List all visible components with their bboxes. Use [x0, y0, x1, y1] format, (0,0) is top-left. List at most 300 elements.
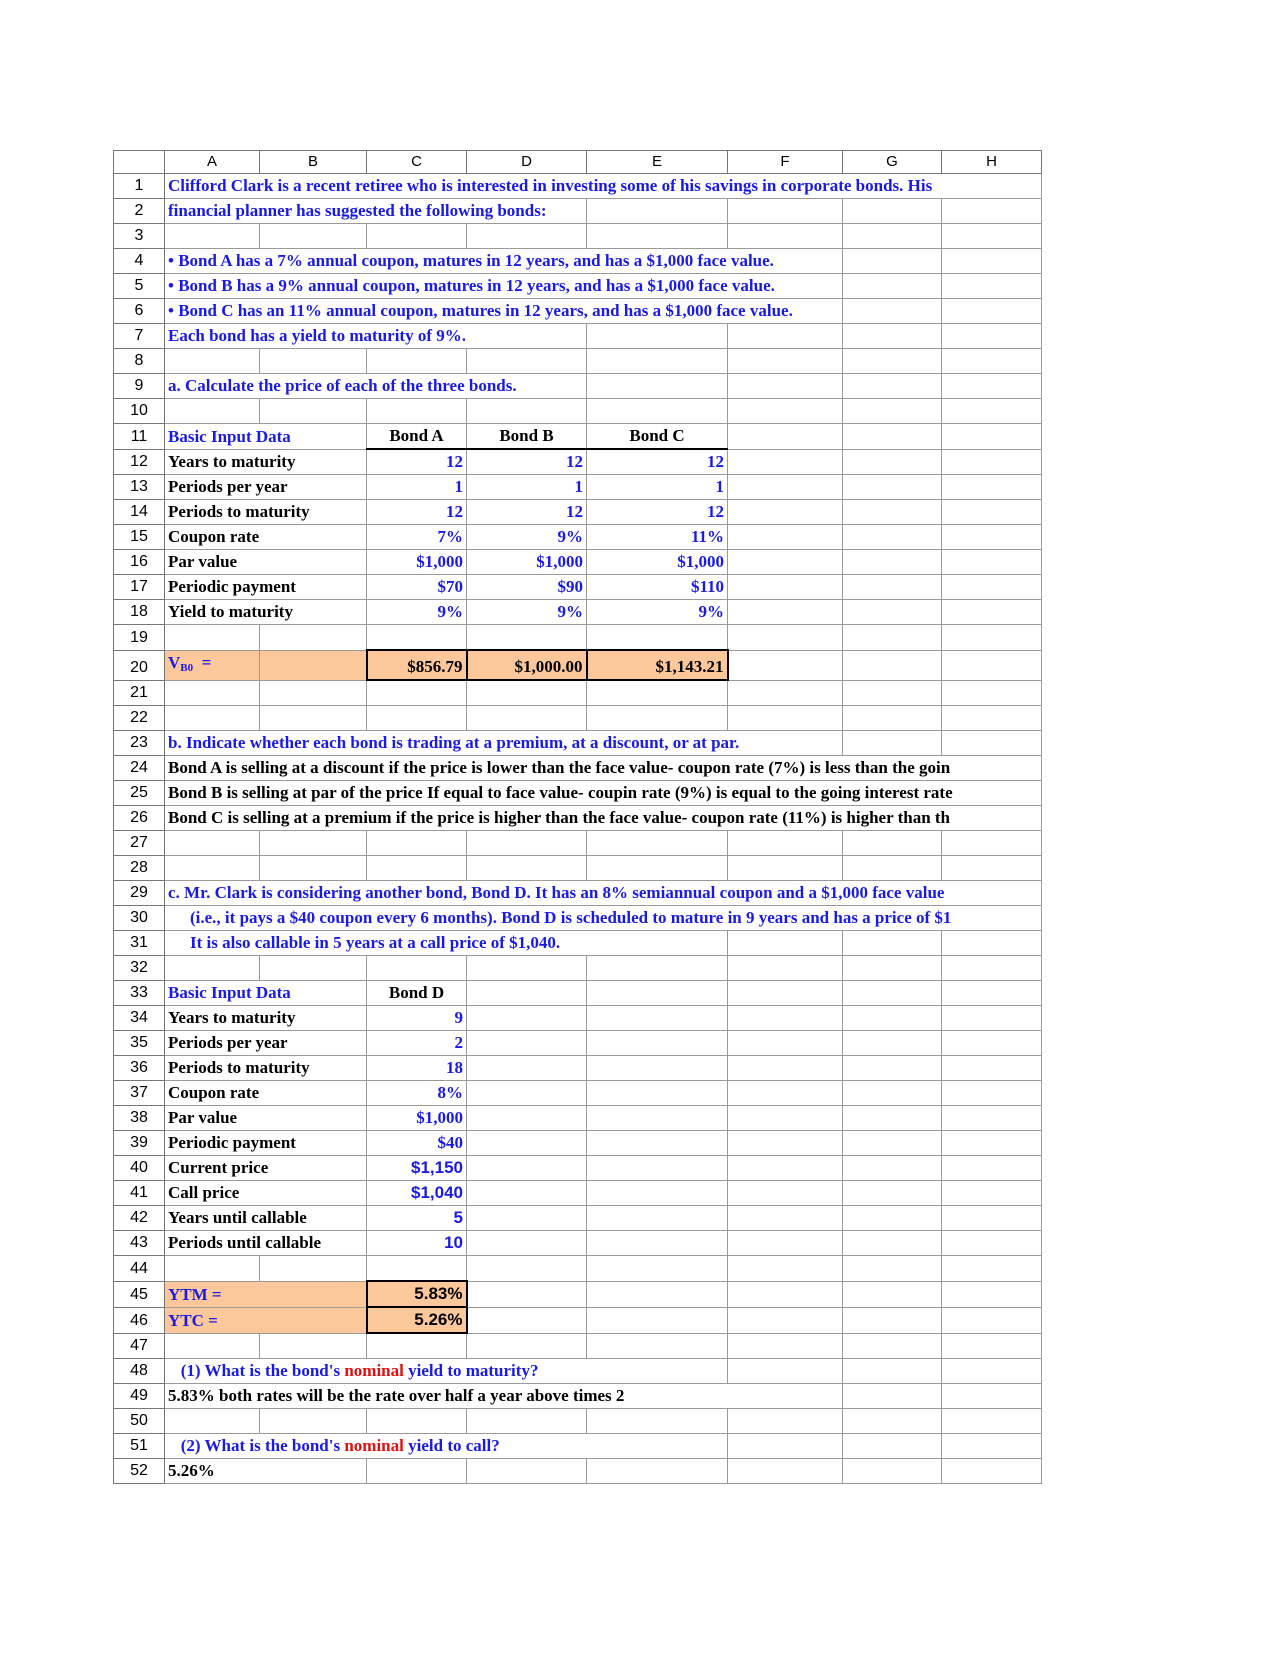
empty-cell[interactable]: [367, 831, 467, 856]
empty-cell[interactable]: [843, 199, 942, 224]
empty-cell[interactable]: [843, 299, 942, 324]
input-label[interactable]: [165, 1031, 367, 1056]
empty-cell[interactable]: [728, 1409, 843, 1434]
empty-cell[interactable]: [728, 680, 843, 706]
empty-cell[interactable]: [942, 1056, 1042, 1081]
bond-a-value[interactable]: [367, 475, 467, 500]
empty-cell[interactable]: [942, 706, 1042, 731]
empty-cell[interactable]: [843, 1031, 942, 1056]
row-number[interactable]: 48: [114, 1359, 165, 1384]
empty-cell[interactable]: [728, 525, 843, 550]
empty-cell[interactable]: [942, 856, 1042, 881]
empty-cell[interactable]: [728, 575, 843, 600]
column-header-g[interactable]: G: [843, 151, 942, 174]
ytc-label-cell[interactable]: [165, 1307, 367, 1333]
row-number[interactable]: 34: [114, 1006, 165, 1031]
empty-cell[interactable]: [843, 575, 942, 600]
empty-cell[interactable]: [587, 1106, 728, 1131]
empty-cell[interactable]: [942, 625, 1042, 651]
input-label[interactable]: [165, 1056, 367, 1081]
empty-cell[interactable]: [942, 731, 1042, 756]
empty-cell[interactable]: [728, 1307, 843, 1333]
empty-cell[interactable]: [728, 981, 843, 1006]
empty-cell[interactable]: [467, 856, 587, 881]
empty-cell[interactable]: [942, 249, 1042, 274]
bond-a-value[interactable]: [367, 600, 467, 625]
empty-cell[interactable]: [843, 324, 942, 349]
empty-cell[interactable]: [942, 1231, 1042, 1256]
row-number[interactable]: 46: [114, 1307, 165, 1333]
empty-cell[interactable]: [942, 1333, 1042, 1359]
empty-cell[interactable]: [942, 449, 1042, 475]
empty-cell[interactable]: [367, 399, 467, 424]
empty-cell[interactable]: [367, 1256, 467, 1282]
empty-cell[interactable]: [843, 1056, 942, 1081]
empty-cell[interactable]: [467, 349, 587, 374]
empty-cell[interactable]: [843, 349, 942, 374]
empty-cell[interactable]: [942, 1131, 1042, 1156]
empty-cell[interactable]: [467, 1307, 587, 1333]
intro-text-cell[interactable]: [165, 174, 1042, 199]
empty-cell[interactable]: [587, 1256, 728, 1282]
empty-cell[interactable]: [728, 424, 843, 450]
empty-cell[interactable]: [843, 1281, 942, 1307]
empty-cell[interactable]: [728, 224, 843, 249]
row-number[interactable]: 26: [114, 806, 165, 831]
bond-c-value[interactable]: [587, 600, 728, 625]
vb0-label-cell[interactable]: [165, 650, 260, 680]
empty-cell[interactable]: [367, 1459, 467, 1484]
row-number[interactable]: 36: [114, 1056, 165, 1081]
empty-cell[interactable]: [942, 600, 1042, 625]
empty-cell[interactable]: [942, 1359, 1042, 1384]
empty-cell[interactable]: [587, 1031, 728, 1056]
row-number[interactable]: 42: [114, 1206, 165, 1231]
empty-cell[interactable]: [260, 1409, 367, 1434]
bond-c-header[interactable]: [587, 424, 728, 450]
input-label[interactable]: [165, 475, 367, 500]
empty-cell[interactable]: [728, 1006, 843, 1031]
empty-cell[interactable]: [942, 956, 1042, 981]
empty-cell[interactable]: [165, 831, 260, 856]
input-label[interactable]: [165, 1231, 367, 1256]
empty-cell[interactable]: [843, 274, 942, 299]
question-c-cell[interactable]: [165, 881, 1042, 906]
question-c-line2-cell[interactable]: [165, 906, 1042, 931]
bond-c-value[interactable]: [587, 575, 728, 600]
empty-cell[interactable]: [843, 525, 942, 550]
empty-cell[interactable]: [467, 224, 587, 249]
empty-cell[interactable]: [728, 1056, 843, 1081]
bond-c-value[interactable]: [587, 550, 728, 575]
empty-cell[interactable]: [942, 424, 1042, 450]
empty-cell[interactable]: [587, 981, 728, 1006]
empty-cell[interactable]: [942, 199, 1042, 224]
empty-cell[interactable]: [942, 931, 1042, 956]
bond-d-value[interactable]: [367, 1006, 467, 1031]
empty-cell[interactable]: [467, 956, 587, 981]
empty-cell[interactable]: [728, 1156, 843, 1181]
empty-cell[interactable]: [587, 1006, 728, 1031]
row-number[interactable]: 40: [114, 1156, 165, 1181]
row-number[interactable]: 18: [114, 600, 165, 625]
empty-cell[interactable]: [467, 1006, 587, 1031]
bond-c-value[interactable]: [587, 500, 728, 525]
bond-c-value[interactable]: [587, 449, 728, 475]
empty-cell[interactable]: [587, 1231, 728, 1256]
empty-cell[interactable]: [587, 374, 728, 399]
empty-cell[interactable]: [843, 625, 942, 651]
bond-a-value[interactable]: [367, 500, 467, 525]
bond-d-value[interactable]: [367, 1156, 467, 1181]
row-number[interactable]: 24: [114, 756, 165, 781]
row-number[interactable]: 52: [114, 1459, 165, 1484]
bond-d-value[interactable]: [367, 1106, 467, 1131]
empty-cell[interactable]: [942, 299, 1042, 324]
row-number[interactable]: 25: [114, 781, 165, 806]
empty-cell[interactable]: [843, 399, 942, 424]
input-label[interactable]: [165, 525, 367, 550]
empty-cell[interactable]: [260, 1256, 367, 1282]
empty-cell[interactable]: [367, 1333, 467, 1359]
empty-cell[interactable]: [843, 1181, 942, 1206]
empty-cell[interactable]: [728, 1359, 843, 1384]
empty-cell[interactable]: [467, 1131, 587, 1156]
row-number[interactable]: 22: [114, 706, 165, 731]
empty-cell[interactable]: [367, 956, 467, 981]
ytm-value[interactable]: [367, 1281, 467, 1307]
row-number[interactable]: 9: [114, 374, 165, 399]
empty-cell[interactable]: [942, 349, 1042, 374]
empty-cell[interactable]: [942, 1006, 1042, 1031]
empty-cell[interactable]: [942, 1434, 1042, 1459]
empty-cell[interactable]: [165, 1256, 260, 1282]
bond-b-value[interactable]: [467, 449, 587, 475]
empty-cell[interactable]: [942, 981, 1042, 1006]
row-number[interactable]: 10: [114, 399, 165, 424]
empty-cell[interactable]: [467, 1031, 587, 1056]
empty-cell[interactable]: [165, 224, 260, 249]
bond-b-header[interactable]: [467, 424, 587, 450]
empty-cell[interactable]: [587, 1281, 728, 1307]
empty-cell[interactable]: [843, 1156, 942, 1181]
bond-d-value[interactable]: [367, 1181, 467, 1206]
row-number[interactable]: 35: [114, 1031, 165, 1056]
empty-cell[interactable]: [587, 831, 728, 856]
empty-cell[interactable]: [587, 1459, 728, 1484]
empty-cell[interactable]: [942, 831, 1042, 856]
empty-cell[interactable]: [587, 1156, 728, 1181]
ytm-note-cell[interactable]: [165, 324, 587, 349]
empty-cell[interactable]: [942, 525, 1042, 550]
empty-cell[interactable]: [843, 1006, 942, 1031]
row-number[interactable]: 4: [114, 249, 165, 274]
question-1-cell[interactable]: [165, 1359, 728, 1384]
empty-cell[interactable]: [843, 374, 942, 399]
row-number[interactable]: 50: [114, 1409, 165, 1434]
row-number[interactable]: 45: [114, 1281, 165, 1307]
bond-b-value[interactable]: [467, 600, 587, 625]
empty-cell[interactable]: [942, 1106, 1042, 1131]
empty-cell[interactable]: [728, 1459, 843, 1484]
empty-cell[interactable]: [942, 650, 1042, 680]
empty-cell[interactable]: [843, 1333, 942, 1359]
empty-cell[interactable]: [728, 1434, 843, 1459]
input-label[interactable]: [165, 1131, 367, 1156]
empty-cell[interactable]: [942, 1256, 1042, 1282]
bond-a-value[interactable]: [367, 525, 467, 550]
empty-cell[interactable]: [587, 856, 728, 881]
select-all-corner[interactable]: [114, 151, 165, 174]
row-number[interactable]: 20: [114, 650, 165, 680]
row-number[interactable]: 37: [114, 1081, 165, 1106]
empty-cell[interactable]: [587, 680, 728, 706]
empty-cell[interactable]: [728, 856, 843, 881]
empty-cell[interactable]: [843, 831, 942, 856]
empty-cell[interactable]: [728, 324, 843, 349]
empty-cell[interactable]: [587, 1206, 728, 1231]
empty-cell[interactable]: [165, 856, 260, 881]
empty-cell[interactable]: [467, 680, 587, 706]
column-header-h[interactable]: H: [942, 151, 1042, 174]
row-number[interactable]: 28: [114, 856, 165, 881]
empty-cell[interactable]: [728, 550, 843, 575]
empty-cell[interactable]: [367, 349, 467, 374]
empty-cell[interactable]: [728, 1281, 843, 1307]
empty-cell[interactable]: [728, 600, 843, 625]
empty-cell[interactable]: [367, 224, 467, 249]
input-label[interactable]: [165, 1106, 367, 1131]
empty-cell[interactable]: [728, 625, 843, 651]
empty-cell[interactable]: [942, 324, 1042, 349]
bond-b-value[interactable]: [467, 575, 587, 600]
bond-a-value[interactable]: [367, 575, 467, 600]
empty-cell[interactable]: [728, 475, 843, 500]
empty-cell[interactable]: [467, 399, 587, 424]
bond-a-price[interactable]: [367, 650, 467, 680]
row-number[interactable]: 16: [114, 550, 165, 575]
row-number[interactable]: 41: [114, 1181, 165, 1206]
row-number[interactable]: 17: [114, 575, 165, 600]
empty-cell[interactable]: [728, 1131, 843, 1156]
row-number[interactable]: 21: [114, 680, 165, 706]
bond-d-header[interactable]: [367, 981, 467, 1006]
bond-a-header[interactable]: [367, 424, 467, 450]
column-header-c[interactable]: C: [367, 151, 467, 174]
empty-cell[interactable]: [587, 1307, 728, 1333]
empty-cell[interactable]: [728, 706, 843, 731]
empty-cell[interactable]: [467, 1231, 587, 1256]
column-header-b[interactable]: B: [260, 151, 367, 174]
empty-cell[interactable]: [260, 706, 367, 731]
empty-cell[interactable]: [728, 1081, 843, 1106]
row-number[interactable]: 31: [114, 931, 165, 956]
ytc-value[interactable]: [367, 1307, 467, 1333]
empty-cell[interactable]: [942, 1156, 1042, 1181]
row-number[interactable]: 19: [114, 625, 165, 651]
empty-cell[interactable]: [260, 625, 367, 651]
bond-d-value[interactable]: [367, 1206, 467, 1231]
empty-cell[interactable]: [843, 731, 942, 756]
empty-cell[interactable]: [467, 831, 587, 856]
input-label[interactable]: [165, 1081, 367, 1106]
question-b-cell[interactable]: [165, 731, 843, 756]
empty-cell[interactable]: [467, 706, 587, 731]
empty-cell[interactable]: [728, 956, 843, 981]
empty-cell[interactable]: [165, 706, 260, 731]
empty-cell[interactable]: [942, 1031, 1042, 1056]
empty-cell[interactable]: [367, 706, 467, 731]
row-number[interactable]: 23: [114, 731, 165, 756]
column-header-a[interactable]: A: [165, 151, 260, 174]
row-number[interactable]: 11: [114, 424, 165, 450]
empty-cell[interactable]: [587, 199, 728, 224]
empty-cell[interactable]: [843, 650, 942, 680]
input-label[interactable]: [165, 1006, 367, 1031]
bond-b-value[interactable]: [467, 500, 587, 525]
empty-cell[interactable]: [843, 1106, 942, 1131]
empty-cell[interactable]: [843, 249, 942, 274]
question-c-line3-cell[interactable]: [165, 931, 728, 956]
question-a-cell[interactable]: [165, 374, 587, 399]
empty-cell[interactable]: [942, 1181, 1042, 1206]
bond-d-value[interactable]: [367, 1081, 467, 1106]
empty-cell[interactable]: [467, 1459, 587, 1484]
empty-cell[interactable]: [587, 1056, 728, 1081]
empty-cell[interactable]: [587, 324, 728, 349]
empty-cell[interactable]: [728, 1256, 843, 1282]
basic-input-header[interactable]: [165, 981, 367, 1006]
empty-cell[interactable]: [843, 981, 942, 1006]
row-number[interactable]: 30: [114, 906, 165, 931]
empty-cell[interactable]: [843, 424, 942, 450]
empty-cell[interactable]: [467, 1106, 587, 1131]
basic-input-header[interactable]: [165, 424, 367, 450]
empty-cell[interactable]: [467, 1206, 587, 1231]
empty-cell[interactable]: [843, 1434, 942, 1459]
empty-cell[interactable]: [843, 600, 942, 625]
bond-d-value[interactable]: [367, 1231, 467, 1256]
answer-bond-b-cell[interactable]: [165, 781, 1042, 806]
empty-cell[interactable]: [843, 550, 942, 575]
empty-cell[interactable]: [728, 1231, 843, 1256]
empty-cell[interactable]: [165, 1409, 260, 1434]
bond-b-bullet-cell[interactable]: [165, 274, 843, 299]
empty-cell[interactable]: [728, 399, 843, 424]
empty-cell[interactable]: [942, 374, 1042, 399]
empty-cell[interactable]: [587, 956, 728, 981]
empty-cell[interactable]: [942, 1206, 1042, 1231]
empty-cell[interactable]: [843, 1231, 942, 1256]
empty-cell[interactable]: [467, 1333, 587, 1359]
empty-cell[interactable]: [587, 1131, 728, 1156]
empty-cell[interactable]: [843, 1206, 942, 1231]
empty-cell[interactable]: [260, 399, 367, 424]
row-number[interactable]: 49: [114, 1384, 165, 1409]
empty-cell[interactable]: [367, 856, 467, 881]
empty-cell[interactable]: [843, 1359, 942, 1384]
column-header-d[interactable]: D: [467, 151, 587, 174]
empty-cell[interactable]: [843, 1384, 942, 1409]
empty-cell[interactable]: [942, 1459, 1042, 1484]
empty-cell[interactable]: [587, 1181, 728, 1206]
answer-bond-a-cell[interactable]: [165, 756, 1042, 781]
empty-cell[interactable]: [728, 449, 843, 475]
empty-cell[interactable]: [843, 1307, 942, 1333]
empty-cell[interactable]: [843, 680, 942, 706]
empty-cell[interactable]: [467, 1256, 587, 1282]
input-label[interactable]: [165, 600, 367, 625]
empty-cell[interactable]: [728, 1106, 843, 1131]
input-label[interactable]: [165, 500, 367, 525]
empty-cell[interactable]: [587, 706, 728, 731]
empty-cell[interactable]: [942, 1384, 1042, 1409]
empty-cell[interactable]: [942, 1409, 1042, 1434]
empty-cell[interactable]: [260, 224, 367, 249]
empty-cell[interactable]: [467, 1181, 587, 1206]
row-number[interactable]: 1: [114, 174, 165, 199]
empty-cell[interactable]: [467, 1409, 587, 1434]
empty-cell[interactable]: [587, 399, 728, 424]
column-header-e[interactable]: E: [587, 151, 728, 174]
bond-b-value[interactable]: [467, 550, 587, 575]
bond-c-bullet-cell[interactable]: [165, 299, 843, 324]
empty-cell[interactable]: [467, 625, 587, 651]
answer-1-cell[interactable]: [165, 1384, 843, 1409]
empty-cell[interactable]: [728, 349, 843, 374]
empty-cell[interactable]: [843, 449, 942, 475]
empty-cell[interactable]: [843, 500, 942, 525]
empty-cell[interactable]: [367, 680, 467, 706]
empty-cell[interactable]: [260, 349, 367, 374]
empty-cell[interactable]: [728, 1333, 843, 1359]
input-label[interactable]: [165, 575, 367, 600]
empty-cell[interactable]: [467, 1056, 587, 1081]
bond-c-price[interactable]: [587, 650, 728, 680]
bond-c-value[interactable]: [587, 475, 728, 500]
empty-cell[interactable]: [942, 224, 1042, 249]
empty-cell[interactable]: [165, 625, 260, 651]
row-number[interactable]: 32: [114, 956, 165, 981]
empty-cell[interactable]: [467, 1081, 587, 1106]
row-number[interactable]: 39: [114, 1131, 165, 1156]
empty-cell[interactable]: [728, 831, 843, 856]
row-number[interactable]: 7: [114, 324, 165, 349]
empty-cell[interactable]: [165, 680, 260, 706]
row-number[interactable]: 29: [114, 881, 165, 906]
empty-cell[interactable]: [942, 575, 1042, 600]
empty-cell[interactable]: [260, 1333, 367, 1359]
bond-d-value[interactable]: [367, 1031, 467, 1056]
empty-cell[interactable]: [728, 931, 843, 956]
empty-cell[interactable]: [728, 199, 843, 224]
bond-d-value[interactable]: [367, 1131, 467, 1156]
row-number[interactable]: 33: [114, 981, 165, 1006]
bond-b-price[interactable]: [467, 650, 587, 680]
empty-cell[interactable]: [587, 625, 728, 651]
input-label[interactable]: [165, 1156, 367, 1181]
row-number[interactable]: 38: [114, 1106, 165, 1131]
empty-cell[interactable]: [587, 1081, 728, 1106]
empty-cell[interactable]: [728, 500, 843, 525]
empty-cell[interactable]: [165, 349, 260, 374]
row-number[interactable]: 13: [114, 475, 165, 500]
empty-cell[interactable]: [843, 1131, 942, 1156]
row-number[interactable]: 6: [114, 299, 165, 324]
bond-c-value[interactable]: [587, 525, 728, 550]
empty-cell[interactable]: [942, 1307, 1042, 1333]
empty-cell[interactable]: [728, 650, 843, 680]
